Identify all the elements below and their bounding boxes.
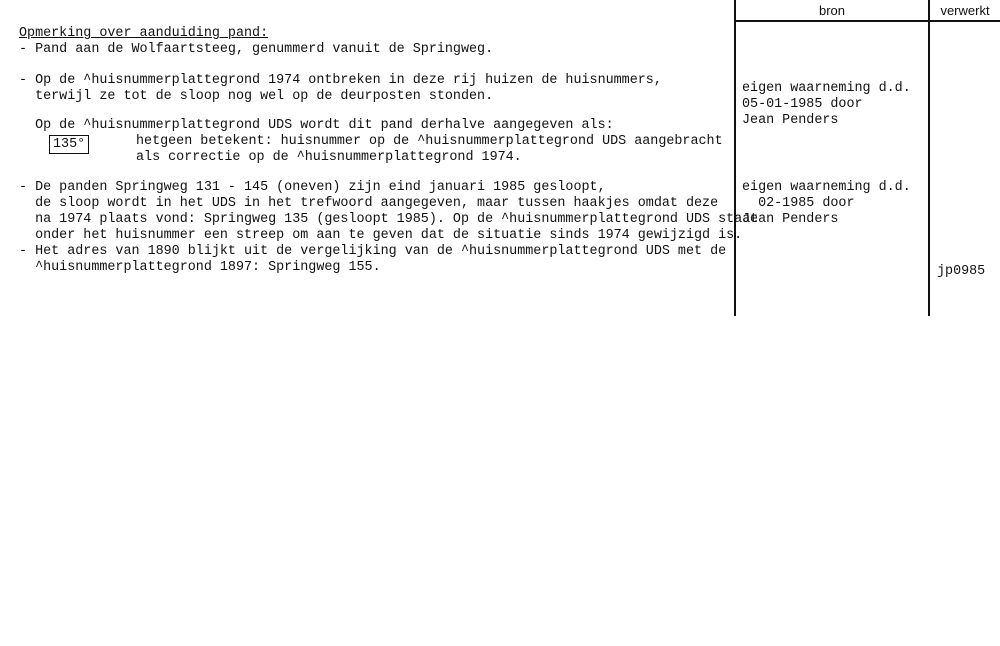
boxed-house-number: 135° <box>49 135 89 154</box>
note-1890-line2: ^huisnummerplattegrond 1897: Springweg 155. <box>19 260 381 275</box>
verwerkt-code: jp0985 <box>937 264 986 279</box>
divider-right <box>928 0 930 316</box>
bron-entry1-line3: Jean Penders <box>742 113 839 128</box>
header-rule <box>734 20 1000 22</box>
note-1974-line1: - Op de ^huisnummerplattegrond 1974 ontbreken in deze rij huizen de huisnummers, <box>19 73 662 88</box>
note-1974-line2: terwijl ze tot de sloop nog wel op de deurposten stonden. <box>19 89 494 104</box>
note-uds-line3: als correctie op de ^huisnummerplattegrond 1974. <box>136 150 522 165</box>
note-uds-line1: Op de ^huisnummerplattegrond UDS wordt dit pand derhalve aangegeven als: <box>19 118 614 133</box>
column-header-verwerkt: verwerkt <box>940 3 990 18</box>
divider-left <box>734 0 736 316</box>
note-sloop-line3: na 1974 plaats vond: Springweg 135 (gesloopt 1985). Op de ^huisnummerplattegrond UDS staat <box>19 212 759 227</box>
notes-heading: Opmerking over aanduiding pand: <box>19 26 269 41</box>
note-1890-line1: - Het adres van 1890 blijkt uit de vergelijking van de ^huisnummerplattegrond UDS met de <box>19 244 727 259</box>
note-wolfaartsteeg: - Pand aan de Wolfaartsteeg, genummerd vanuit de Springweg. <box>19 42 494 57</box>
column-header-bron: bron <box>818 3 846 18</box>
bron-entry2-line1: eigen waarneming d.d. <box>742 180 911 195</box>
note-sloop-line1: - De panden Springweg 131 - 145 (oneven) zijn eind januari 1985 gesloopt, <box>19 180 606 195</box>
note-sloop-line2: de sloop wordt in het UDS in het trefwoord aangegeven, maar tussen haakjes omdat deze <box>19 196 719 211</box>
note-uds-line2: hetgeen betekent: huisnummer op de ^huisnummerplattegrond UDS aangebracht <box>136 134 723 149</box>
bron-entry1-line2: 05-01-1985 door <box>742 97 863 112</box>
note-sloop-line4: onder het huisnummer een streep om aan te geven dat de situatie sinds 1974 gewijzigd is. <box>19 228 743 243</box>
bron-entry2-line2: 02-1985 door <box>742 196 855 211</box>
bron-entry2-line3: Jean Penders <box>742 212 839 227</box>
bron-entry1-line1: eigen waarneming d.d. <box>742 81 911 96</box>
